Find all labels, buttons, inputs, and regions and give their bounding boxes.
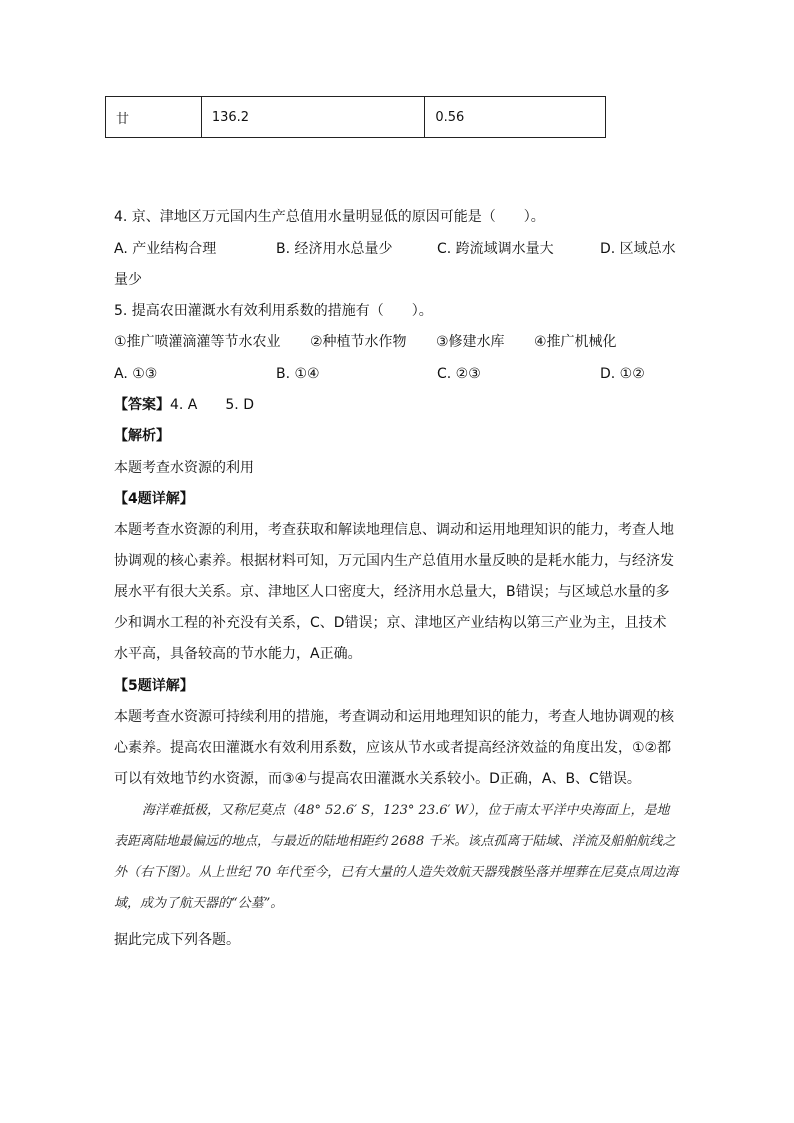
q5-item-3: ③修建水库 xyxy=(436,334,505,350)
q5-detail-label: 【5题详解】 xyxy=(114,678,194,694)
q4-option-d-wrap: 量少 xyxy=(114,272,142,288)
q5-option-d: D. ①② xyxy=(600,366,645,382)
q4-detail-label: 【4题详解】 xyxy=(114,491,194,507)
q5-option-a: A. ①③ xyxy=(114,366,158,382)
q5-option-b: B. ①④ xyxy=(276,366,320,382)
q5-option-c: C. ②③ xyxy=(437,366,481,382)
instruction-line: 据此完成下列各题。 xyxy=(114,932,240,948)
q5-detail-text: 本题考查水资源可持续利用的措施，考查调动和运用地理知识的能力，考查人地协调观的核心素养。提高农田灌溉水有效利用系数，应该从节水或者提高经济效益的角度出发，①②都可以有效地节约水资源，而③④与提高农田灌溉水关系较小。D正确，A、B、C错误。 xyxy=(114,709,674,787)
q4-option-c: C. 跨流域调水量大 xyxy=(437,241,554,257)
q5-item-2: ②种植节水作物 xyxy=(310,334,407,350)
answer-label: 【答案】 xyxy=(114,397,170,413)
q4-option-d: D. 区域总水 xyxy=(600,241,676,257)
analysis-intro: 本题考查水资源的利用 xyxy=(114,460,254,476)
question-5-stem: 5. 提高农田灌溉水有效利用系数的措施有（ ）。 xyxy=(114,303,433,319)
q4-option-a: A. 产业结构合理 xyxy=(114,241,217,257)
q5-item-1: ①推广喷灌滴灌等节水农业 xyxy=(114,334,281,350)
q4-detail-text: 本题考查水资源的利用，考查获取和解读地理信息、调动和运用地理知识的能力，考查人地协调观的核心素养。根据材料可知，万元国内生产总值用水量反映的是耗水能力，与经济发展水平有很大关系。京、津地区人口密度大，经济用水总量大，B错误；与区域总水量的多少和调水工程的补充没有关系，C、D错误；京、津地区产业结构以第三产业为主，且技术水平高，具备较高的节水能力，A正确。 xyxy=(114,522,674,662)
q5-item-4: ④推广机械化 xyxy=(534,334,617,350)
table-cell: 136.2 xyxy=(201,97,425,138)
table-row xyxy=(106,97,606,138)
q4-option-b: B. 经济用水总量少 xyxy=(276,241,393,257)
table-cell: 廿 xyxy=(106,97,202,138)
answer-text: 4. A 5. D xyxy=(170,397,254,413)
material-paragraph: 海洋难抵极，又称尼莫点（48° 52.6′ S，123° 23.6′ W），位于南太平洋中央海面上，是地表距离陆地最偏远的地点，与最近的陆地相距约 2688 千米。该点孤离于陆域、洋流及船舶航线之外（右下图）。从上世纪 70 年代至今，已有大量的人造失效航天器残骸坠落并埋葬在尼莫点周边海域，成为了航天器的“公墓”。 xyxy=(114,803,679,911)
analysis-label: 【解析】 xyxy=(114,428,170,444)
question-4-stem: 4. 京、津地区万元国内生产总值用水量明显低的原因可能是（ ）。 xyxy=(114,209,545,225)
data-table xyxy=(105,96,606,138)
answer-line xyxy=(114,395,254,415)
table-cell: 0.56 xyxy=(425,97,606,138)
